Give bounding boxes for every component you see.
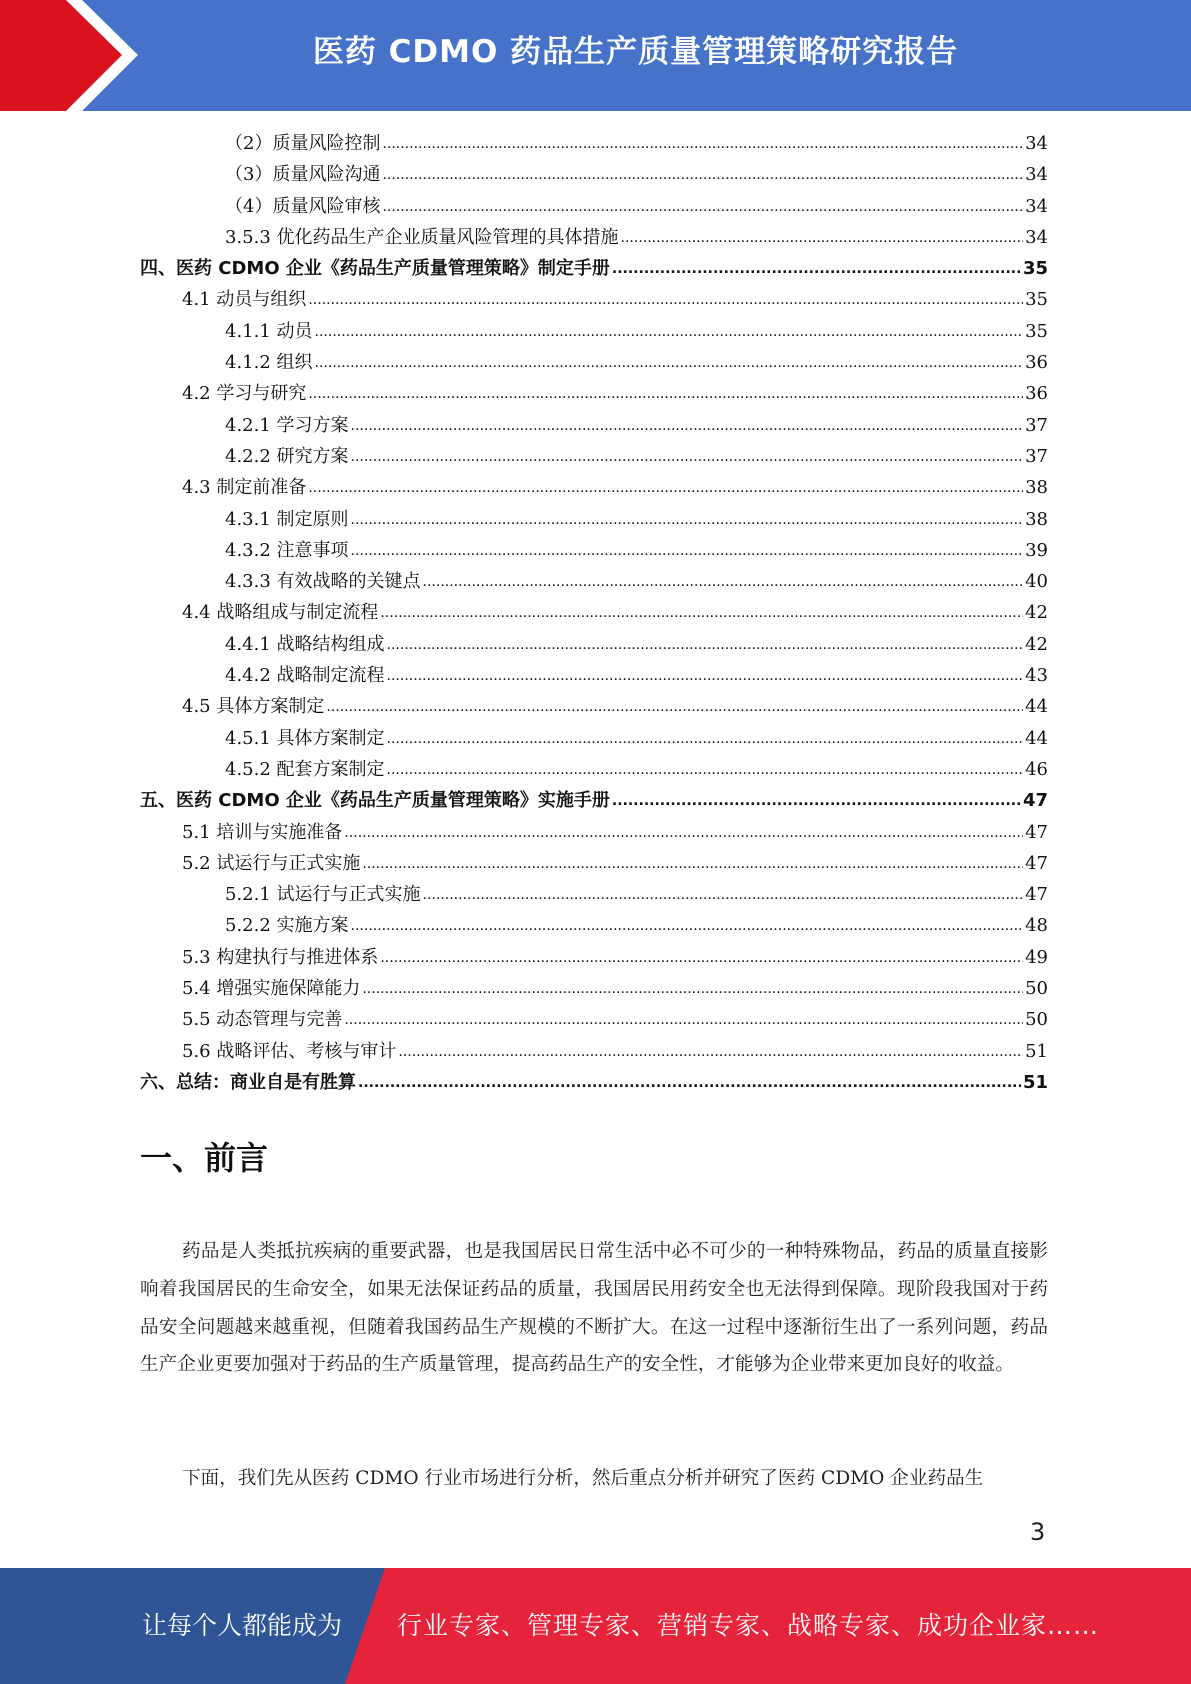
toc-entry[interactable] [140, 848, 1048, 879]
page-number: 3 [1030, 1518, 1046, 1546]
toc-entry-label: 4.2.2 研究方案 [225, 445, 349, 467]
toc-entry[interactable] [140, 691, 1048, 722]
toc-entry-label: 4.2 学习与研究 [182, 383, 307, 405]
toc-entry[interactable] [140, 284, 1048, 315]
toc-entry[interactable] [140, 973, 1048, 1004]
toc-leader-dots [423, 565, 1024, 598]
toc-entry[interactable] [140, 1004, 1048, 1035]
toc-entry[interactable] [140, 754, 1048, 785]
toc-entry-label: 4.5 具体方案制定 [182, 696, 325, 718]
toc-entry-label: 4.1 动员与组织 [182, 289, 307, 311]
toc-leader-dots [315, 315, 1024, 348]
toc-leader-dots [315, 346, 1024, 379]
toc-entry-page: 47 [1025, 821, 1048, 843]
toc-leader-dots [612, 252, 1021, 285]
toc-entry[interactable] [140, 253, 1048, 284]
toc-entry[interactable] [140, 597, 1048, 628]
toc-entry-page: 51 [1022, 1071, 1048, 1093]
body-paragraph: 下面，我们先从医药 CDMO 行业市场进行分析，然后重点分析并研究了医药 CDMO 企业药品生 [182, 1468, 984, 1489]
toc-entry-label: 4.1.1 动员 [225, 320, 313, 342]
toc-entry-label: 5.2 试运行与正式实施 [182, 852, 361, 874]
document-title: 医药 CDMO 药品生产质量管理策略研究报告 [312, 34, 959, 70]
toc-leader-dots [351, 503, 1024, 536]
toc-entry-page: 34 [1025, 195, 1048, 217]
toc-entry-page: 34 [1025, 133, 1048, 154]
toc-leader-dots [362, 847, 1023, 880]
toc-entry-label: 5.6 战略评估、考核与审计 [182, 1040, 397, 1062]
toc-entry-page: 35 [1022, 258, 1048, 280]
toc-entry-page: 49 [1025, 946, 1048, 968]
toc-entry-page: 46 [1025, 758, 1048, 780]
toc-entry-page: 36 [1025, 352, 1048, 374]
toc-leader-dots [387, 628, 1024, 661]
toc-entry[interactable] [140, 942, 1048, 973]
toc-entry-label: 4.3 制定前准备 [182, 477, 307, 499]
toc-leader-dots [612, 784, 1021, 817]
toc-leader-dots [358, 1066, 1021, 1099]
toc-leader-dots [351, 409, 1024, 442]
toc-leader-dots [344, 816, 1023, 849]
toc-entry-label: 4.3.2 注意事项 [225, 539, 349, 561]
toc-entry-label: 四、医药 CDMO 企业《药品生产质量管理策略》制定手册 [140, 258, 610, 280]
toc-entry-label: 4.2.1 学习方案 [225, 414, 349, 436]
toc-entry-label: 5.2.1 试运行与正式实施 [225, 884, 421, 906]
toc-entry-page: 34 [1025, 164, 1048, 186]
toc-entry-label: （4）质量风险审核 [225, 195, 381, 217]
toc-entry-label: 3.5.3 优化药品生产企业质量风险管理的具体措施 [225, 226, 619, 248]
toc-entry[interactable] [140, 378, 1048, 409]
toc-leader-dots [351, 909, 1024, 942]
toc-entry[interactable] [140, 629, 1048, 660]
toc-entry[interactable] [140, 566, 1048, 597]
toc-entry-label: 4.5.2 配套方案制定 [225, 758, 385, 780]
toc-entry-page: 34 [1025, 226, 1048, 248]
toc-entry[interactable] [140, 723, 1048, 754]
toc-entry-label: 4.1.2 组织 [225, 352, 313, 374]
body-paragraph: 药品是人类抵抗疾病的重要武器，也是我国居民日常生活中必不可少的一种特殊物品，药品的质量直接影响着我国居民的生命安全，如果无法保证药品的质量，我国居民用药安全也无法得到保障。现阶段我国对于药品安全问题越来越重视，但随着我国药品生产规模的不断扩大。在这一过程中逐渐衍生出了一系列问题，药品生产企业更要加强对于药品的生产质量管理，提高药品生产的安全性，才能够为企业带来更加良好的收益。 [140, 1241, 1048, 1376]
toc-entry-label: 5.2.2 实施方案 [225, 915, 349, 937]
toc-entry-page: 37 [1025, 445, 1048, 467]
toc-entry[interactable] [140, 316, 1048, 347]
toc-entry-page: 38 [1025, 477, 1048, 499]
toc-entry-page: 35 [1025, 289, 1048, 311]
footer-slogan-left: 让每个人都能成为 [142, 1611, 343, 1640]
toc-entry[interactable] [140, 785, 1048, 816]
toc-entry-page: 48 [1025, 915, 1048, 937]
toc-leader-dots [344, 1003, 1023, 1036]
toc-entry[interactable] [140, 472, 1048, 503]
page-header [0, 0, 1191, 111]
toc-entry-page: 36 [1025, 383, 1048, 405]
toc-entry-label: 4.3.1 制定原则 [225, 508, 349, 530]
toc-leader-dots [308, 283, 1023, 316]
toc-entry-page: 50 [1025, 978, 1048, 1000]
toc-leader-dots [382, 190, 1023, 223]
toc-leader-dots [362, 972, 1023, 1005]
toc-entry[interactable] [140, 910, 1048, 941]
toc-entry-label: 4.4 战略组成与制定流程 [182, 602, 379, 624]
toc-leader-dots [382, 158, 1023, 191]
toc-entry-label: 5.1 培训与实施准备 [182, 821, 343, 843]
toc-entry[interactable] [140, 410, 1048, 441]
toc-entry[interactable] [140, 879, 1048, 910]
toc-entry[interactable] [140, 191, 1048, 222]
toc-entry-page: 44 [1025, 696, 1048, 718]
toc-entry-page: 37 [1025, 414, 1048, 436]
toc-entry[interactable] [140, 535, 1048, 566]
toc-leader-dots [387, 753, 1024, 786]
toc-entry-page: 44 [1025, 727, 1048, 749]
toc-entry[interactable] [140, 504, 1048, 535]
toc-leader-dots [380, 941, 1023, 974]
toc-entry-page: 39 [1025, 539, 1048, 561]
footer-slogan-right: 行业专家、管理专家、营销专家、战略专家、成功企业家…… [397, 1611, 1100, 1640]
toc-leader-dots [380, 596, 1023, 629]
toc-entry[interactable] [140, 441, 1048, 472]
toc-entry-page: 42 [1025, 602, 1048, 624]
toc-entry-label: （2）质量风险控制 [225, 133, 381, 154]
toc-entry-label: 六、总结：商业自是有胜算 [140, 1071, 356, 1093]
toc-leader-dots [398, 1035, 1023, 1068]
toc-entry-page: 40 [1025, 571, 1048, 593]
toc-leader-dots [308, 471, 1023, 504]
toc-entry[interactable] [140, 660, 1048, 691]
toc-entry-label: 4.4.1 战略结构组成 [225, 633, 385, 655]
toc-entry-label: 5.5 动态管理与完善 [182, 1009, 343, 1031]
toc-entry-label: 5.3 构建执行与推进体系 [182, 946, 379, 968]
toc-entry-page: 35 [1025, 320, 1048, 342]
toc-leader-dots [351, 534, 1024, 567]
toc-leader-dots [387, 659, 1024, 692]
toc-entry-page: 42 [1025, 633, 1048, 655]
section-heading: 一、前言 [140, 1139, 269, 1177]
toc-leader-dots [423, 878, 1024, 911]
toc-entry[interactable] [140, 222, 1048, 253]
toc-entry-page: 43 [1025, 665, 1048, 687]
toc-entry[interactable] [140, 128, 1048, 159]
toc-entry[interactable] [140, 817, 1048, 848]
toc-entry-page: 47 [1025, 884, 1048, 906]
toc-leader-dots [621, 221, 1024, 254]
toc-entry-page: 38 [1025, 508, 1048, 530]
table-of-contents [140, 128, 1048, 1098]
toc-entry-label: 4.4.2 战略制定流程 [225, 665, 385, 687]
toc-entry[interactable] [140, 347, 1048, 378]
toc-entry-label: 4.3.3 有效战略的关键点 [225, 571, 421, 593]
toc-entry[interactable] [140, 159, 1048, 190]
toc-entry[interactable] [140, 1036, 1048, 1067]
toc-entry-label: 五、医药 CDMO 企业《药品生产质量管理策略》实施手册 [140, 790, 610, 812]
toc-leader-dots [308, 377, 1023, 410]
toc-leader-dots [382, 127, 1023, 160]
toc-leader-dots [351, 440, 1024, 473]
page-footer [0, 1568, 1191, 1684]
toc-entry-page: 50 [1025, 1009, 1048, 1031]
toc-entry-label: 4.5.1 具体方案制定 [225, 727, 385, 749]
toc-entry-page: 47 [1022, 790, 1048, 812]
toc-entry-label: 5.4 增强实施保障能力 [182, 978, 361, 1000]
toc-entry[interactable] [140, 1067, 1048, 1098]
toc-entry-page: 51 [1025, 1040, 1048, 1062]
toc-leader-dots [326, 690, 1023, 723]
toc-entry-label: （3）质量风险沟通 [225, 164, 381, 186]
toc-entry-page: 47 [1025, 852, 1048, 874]
toc-leader-dots [387, 722, 1024, 755]
